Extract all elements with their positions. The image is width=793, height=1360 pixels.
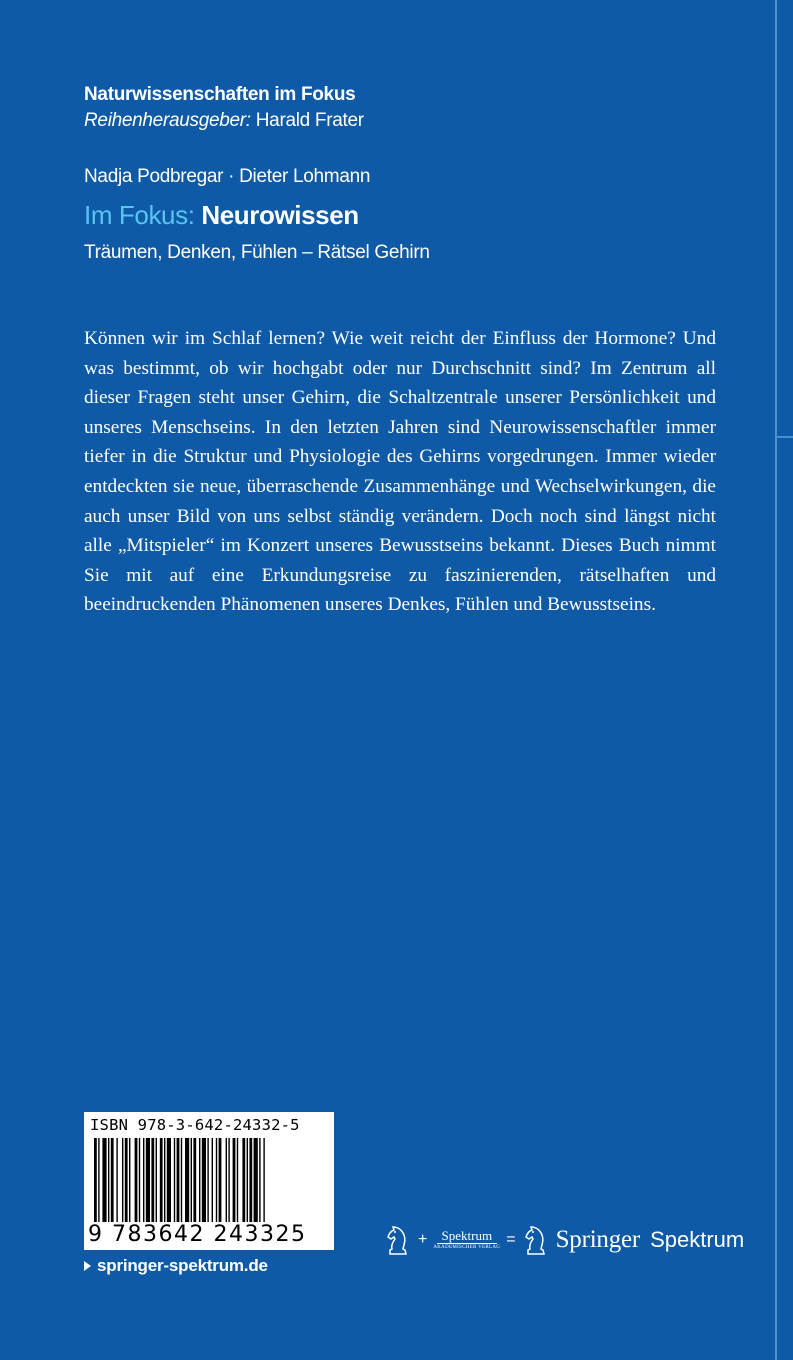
series-editor bbox=[84, 108, 364, 134]
plus-sign: + bbox=[418, 1231, 428, 1248]
equals-sign: = bbox=[506, 1231, 516, 1248]
book-subtitle: Träumen, Denken, Fühlen – Rätsel Gehirn bbox=[84, 242, 430, 263]
series-editor-label: Reihenherausgeber: bbox=[84, 110, 251, 131]
spektrum-academic-logo bbox=[433, 1229, 500, 1251]
isbn-barcode-box bbox=[84, 1112, 334, 1250]
website-text: springer-spektrum.de bbox=[97, 1256, 268, 1275]
spine-line bbox=[775, 0, 777, 1360]
springer-name: Springer bbox=[555, 1226, 641, 1253]
arrow-right-icon bbox=[84, 1261, 91, 1271]
authors: Nadja Podbregar · Dieter Lohmann bbox=[84, 166, 371, 187]
spektrum-sub-text: AKADEMISCHER VERLAG bbox=[433, 1245, 501, 1250]
spine-tick bbox=[775, 436, 793, 438]
knight-chess-icon bbox=[384, 1224, 412, 1256]
book-title bbox=[84, 198, 359, 232]
barcode bbox=[94, 1138, 324, 1234]
series-title: Naturwissenschaften im Fokus bbox=[84, 84, 356, 105]
knight-chess-icon bbox=[522, 1224, 550, 1256]
spektrum-small-text: Spektrum bbox=[441, 1228, 493, 1243]
blurb-text: Können wir im Schlaf lernen? Wie weit reicht der Einfluss der Hormone? Und was bestimmt, ob wir hochgabt oder nur Durchschnitt sind? Im Zentrum all dieser Fragen steht unser Gehirn, die Schaltzentrale unserer Persönlichkeit und unseres Menschseins. In den letzten Jahren sind Neurowissenschaftler immer tiefer in die Struktur und Physiologie des Gehirns vorgedrungen. Immer wieder entdeckten sie neue, überraschende Zusammenhänge und Wechselwirkungen, die auch unser Bild von uns selbst ständig verändern. Doch noch sind längst nicht alle „Mitspieler“ im Konzert unseres Bewusstseins bekannt. Dieses Buch nimmt Sie mit auf eine Erkundungsreise zu faszinierenden, rätselhaften und beeindruckenden Phänomenen unseres Denkes, Fühlen und Bewusstseins. bbox=[84, 328, 716, 616]
book-title-main: Neurowissen bbox=[201, 200, 359, 230]
series-editor-name: Harald Frater bbox=[255, 110, 364, 131]
website-link[interactable] bbox=[84, 1256, 268, 1276]
isbn-label: ISBN 978-3-642-24332-5 bbox=[90, 1116, 300, 1134]
series-block bbox=[84, 82, 364, 134]
isbn-digits: 9 783642 243325 bbox=[88, 1222, 310, 1247]
book-title-prefix: Im Fokus: bbox=[84, 200, 195, 230]
publisher-logos bbox=[384, 1218, 744, 1262]
spektrum-name: Spektrum bbox=[650, 1227, 745, 1252]
